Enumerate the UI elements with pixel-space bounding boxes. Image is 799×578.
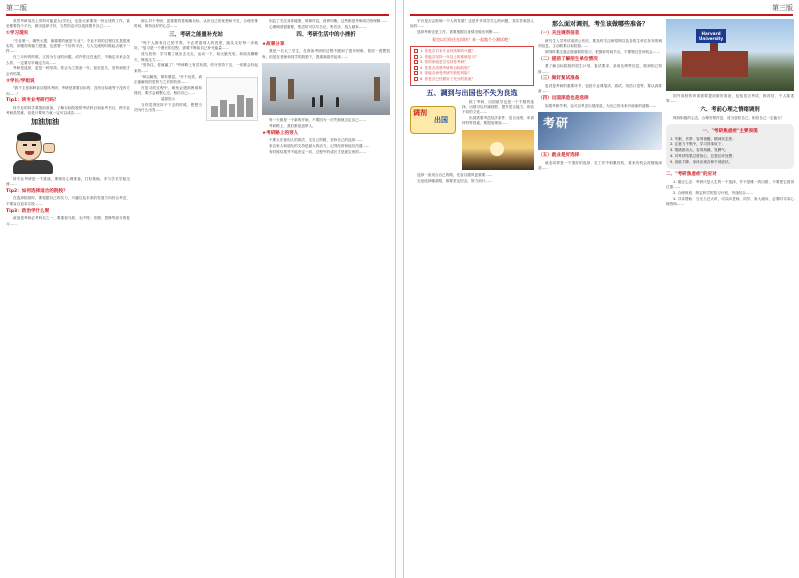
right-column-2: [538, 19, 662, 572]
right-page-header: [410, 3, 793, 16]
paragraph: 转专业的同学要提前准备，了解目标院校的考试科目和参考书目，跨专业考研虽然难，但是只要努力就一定可以成功……: [6, 106, 130, 116]
meme-caption: 加油加油: [31, 117, 59, 126]
subheading: Tip3：政治学什么呢: [6, 208, 50, 214]
harvard-photo: [666, 19, 794, 91]
sketch-illustration: [206, 77, 258, 121]
checkbox-icon: [414, 66, 418, 70]
cheer-meme-image: [12, 117, 78, 175]
paragraph: 我是一名大三学生，在准备考研的过程中遇到了很多困难，曾经一度想放弃。但是在老师和同学的鼓励下，我重新振作起来……: [262, 49, 390, 59]
left-column-3: [262, 19, 390, 572]
section-heading: 四、考研生活中的小挫折: [296, 32, 356, 39]
subheading: （四）出国深造也是选择: [538, 96, 589, 102]
paragraph: "坚持住，你就赢了！"考研路上有苦有甜，咬牙坚持下去，一切都会好起来的……: [134, 63, 258, 73]
paragraph: 如果考研失利，也可以考虑出国深造，为自己的未来开辟新的道路……: [545, 103, 657, 108]
paragraph: 考研是选择，更是一种坚持。你会为之准备一年，甚至更久，坚持到底才会有结果。: [6, 66, 130, 76]
section-heading: 五、調到与出国也不失为良选: [426, 88, 518, 97]
subheading: ★考研路上的旁人: [262, 130, 299, 136]
paragraph: 别忘了关注身体健康，规律作息，营养均衡。这些都是考研成功的保障……: [269, 19, 388, 23]
quiz-item: 2. 你能否坚持一年以上的系统复习？: [414, 55, 530, 60]
paragraph: 除了考研，出国留学也是一个不错的选择。出国可以开阔视野，提升语言能力，体验不同的文化……: [462, 99, 534, 115]
paragraph: 平台是否会影响一个人的发展？这是许多同学关心的问题，其实答案因人而异……: [410, 19, 534, 29]
paragraph: 调剂时要注意志愿填报的技巧，把握好时间节点，不要错过任何机会……: [545, 49, 660, 54]
checkbox-icon: [414, 71, 418, 75]
paragraph: "每个人都有自己的节奏，不必羡慕别人的进度，踏实走好每一步就好。"复习是一个漫长的过程，需要不断给自己补充能量……: [134, 41, 258, 51]
paragraph: "专业第一，哪些大提，最重要的就是'专业'"。专业不同的过程往往是很现实的，即便你的能力很强，也需要一个好的平台，与人交流的时候起点就不一样……: [6, 38, 130, 54]
checkbox-icon: [414, 77, 418, 81]
subheading: （二）提前了解招生单位情况: [538, 56, 598, 62]
paragraph: 1. 端正心态：考研只是人生的一个选择，并不是唯一的出路，不要把它看得过重……: [666, 179, 794, 190]
paragraph: "何以解忧，唯有暴富。"开个玩笑，真正能解忧的是努力之后的收获……: [134, 74, 202, 84]
left-column-2: [134, 19, 258, 572]
subheading: （一）关注调剂信息: [538, 31, 580, 36]
paragraph: 在复习的过程中，难免会遇到困难和挫折，要学会调整心态，相信自己……: [134, 85, 202, 96]
paragraph: 3. 寻求帮助：当压力过大时，可以向老师、同学、家人倾诉，必要时寻求心理咨询……: [666, 196, 794, 207]
subheading: ②学长/学姐说: [6, 78, 35, 84]
cartoon-illustration: 调剂 出国: [410, 102, 458, 138]
subheading: Tip2：如何选择适合的院校？: [6, 188, 68, 194]
paragraph: 每一天都是一个新的开始，不要因为一次失败就否定自己……: [269, 117, 367, 122]
quiz-item: 6. 你是否已经做好了充分的准备？: [414, 77, 530, 82]
paragraph: 心理调适很重要，焦虑时可以写日记、听音乐、找人倾诉……: [269, 24, 367, 29]
right-column-1: [410, 19, 534, 572]
page-number-label: 第三版: [772, 4, 793, 12]
section-heading: 三、考研之能量补充站: [169, 31, 223, 38]
paragraph: 那么对于考研，更重要的是明确目标，认识自己的优势和不足，合理安排时间，保持良好的心态……: [134, 19, 258, 29]
paragraph: 在选择院校时，要根据自己的实力、兴趣以及未来的发展方向综合考虑，不要盲目追求名校……: [6, 196, 130, 206]
paragraph: 不要太在意别人的看法，走自己的路，坚持自己的选择……: [269, 138, 363, 143]
paragraph: "我不主张那种盲目跟风考研，考研是需要目标的，没有目标就等于没有方向……": [6, 86, 130, 96]
subheading: ★故事分享: [262, 41, 285, 47]
paragraph: 无论选择哪条路，都要坚定信念，努力前行……: [417, 178, 493, 183]
paragraph: 转专业考研是一个挑战，要做好心理准备，打好基础，多与学长学姐交流……: [6, 176, 130, 186]
paragraph: 来自家人和朋友的支持是最大的动力，记得经常和他们沟通……: [269, 144, 370, 149]
box-item: 3. 情绪波动大，容易烦躁、发脾气；: [670, 148, 729, 153]
left-page-header: [6, 3, 389, 16]
quiz-note: 看完以后你还在纠结？来一起做个小测试吧！: [432, 37, 512, 43]
checkbox-icon: [414, 55, 418, 59]
article-title: 那么面对调剂，考生该做哪些准备？: [551, 21, 648, 28]
anxiety-symptoms-box: [666, 124, 794, 169]
paragraph: 就业同样是一个很好的选择，在工作中积累经验，将来有机会再继续深造……: [538, 160, 662, 171]
subheading: （三）做好复试准备: [538, 76, 580, 82]
paragraph: 选择一条适合自己的路，比盲目跟风更重要……: [417, 172, 493, 177]
left-column-1: [6, 19, 130, 572]
paragraph: 研究生入学考试成绩公布后，要及时关注研招网以及各招生单位发布的调剂信息，主动联系目标院校……: [538, 38, 662, 48]
box-item: 5. 食欲下降，身体出现各种不适症状。: [670, 160, 733, 165]
subheading: （五）就业是好选择: [538, 153, 580, 159]
checkbox-icon: [414, 49, 418, 53]
paragraph: 适当放松：学习累了就出去走走，运动一下，给大脑充电；和朋友聊聊天，释放压力……: [134, 52, 258, 62]
study-keyword-photo: 考研: [538, 112, 662, 150]
paragraph: 2. 合理规划：制定科学的复习计划，劳逸结合……: [673, 190, 754, 195]
paragraph: 政治是考研必考科目之一，要重视马原、毛中特、史纲、思修等部分的复习……: [6, 216, 130, 226]
sketch-caption: 温馨提示: [160, 97, 176, 102]
left-page: [0, 0, 396, 578]
harvard-label: Harvard University: [696, 29, 726, 43]
right-page: [403, 0, 799, 578]
box-title: 一、"考研焦虑症"主要表现: [702, 128, 758, 134]
right-column-3: [666, 19, 794, 572]
quiz-box: [410, 46, 534, 86]
page-number-label: 第二版: [6, 4, 27, 12]
box-item: 1. 失眠、多梦、容易惊醒，精神状态差；: [670, 136, 736, 141]
quiz-item: 1. 你是否对本专业有浓厚的兴趣？: [414, 49, 530, 54]
paragraph: 当你觉得坚持不下去的时候，想想当初为什么出发……: [134, 102, 202, 113]
paragraph: 要了解目标院校的招生计划、复试要求、录取比例等信息，做到知己知彼……: [538, 64, 662, 74]
paragraph: 出国需要考虑经济条件、语言成绩、申请材料等因素，要提前规划……: [462, 116, 534, 126]
paragraph: 有时候结果并不能决定一切，过程中的成长才是最宝贵的……: [269, 150, 367, 155]
sunset-photo: [462, 130, 534, 170]
subheading: Tip1：转专业考研行吗？: [6, 98, 59, 104]
box-item: 4. 对考试结果过度担心，总是往坏处想；: [670, 154, 736, 159]
section-heading: 六、考前心理之情绪调剂: [700, 106, 760, 113]
quiz-item: 3. 你的家庭是否支持你考研？: [414, 60, 530, 65]
paragraph: 复试是考研的重要环节，包括专业课笔试、面试、英语口语等，要认真准备……: [538, 84, 662, 94]
paragraph: 国外高校的申请需要提前做好准备，包括语言考试、推荐信、个人陈述等……: [666, 94, 794, 104]
box-item: 2. 注意力不集中，学习效率低下；: [670, 142, 725, 147]
paragraph: 在三月份的时候，又因为专业的问题，或许你还在迷茫、不确定未来会怎么样，一定要尽早确定方向……: [6, 55, 130, 65]
paragraph: 选择考研还是工作，需要根据自身情况做出判断……: [417, 30, 500, 35]
paragraph: 虽然考研成功上岸的可能更大(学长)，也依大家要找一份合适的工作，甚至都要找个平台，做出选择才好，当然你也可以选择提升自己……: [6, 19, 130, 29]
checkbox-icon: [414, 60, 418, 64]
paragraph: 考研路上，我们都是追梦人。: [269, 123, 316, 128]
subheading: 二、"考研焦虑症"的应对: [666, 172, 717, 178]
quiz-item: 5. 你能否承受考研失败的风险？: [414, 71, 530, 76]
paragraph: 保持积极的心态，合理安排作息，适当放松自己，相信自己一定能行！: [673, 116, 785, 121]
subheading: ①学习现实: [6, 31, 29, 37]
corridor-photo: [262, 63, 390, 115]
quiz-item: 4. 你是否清楚考研的目标院校？: [414, 66, 530, 71]
